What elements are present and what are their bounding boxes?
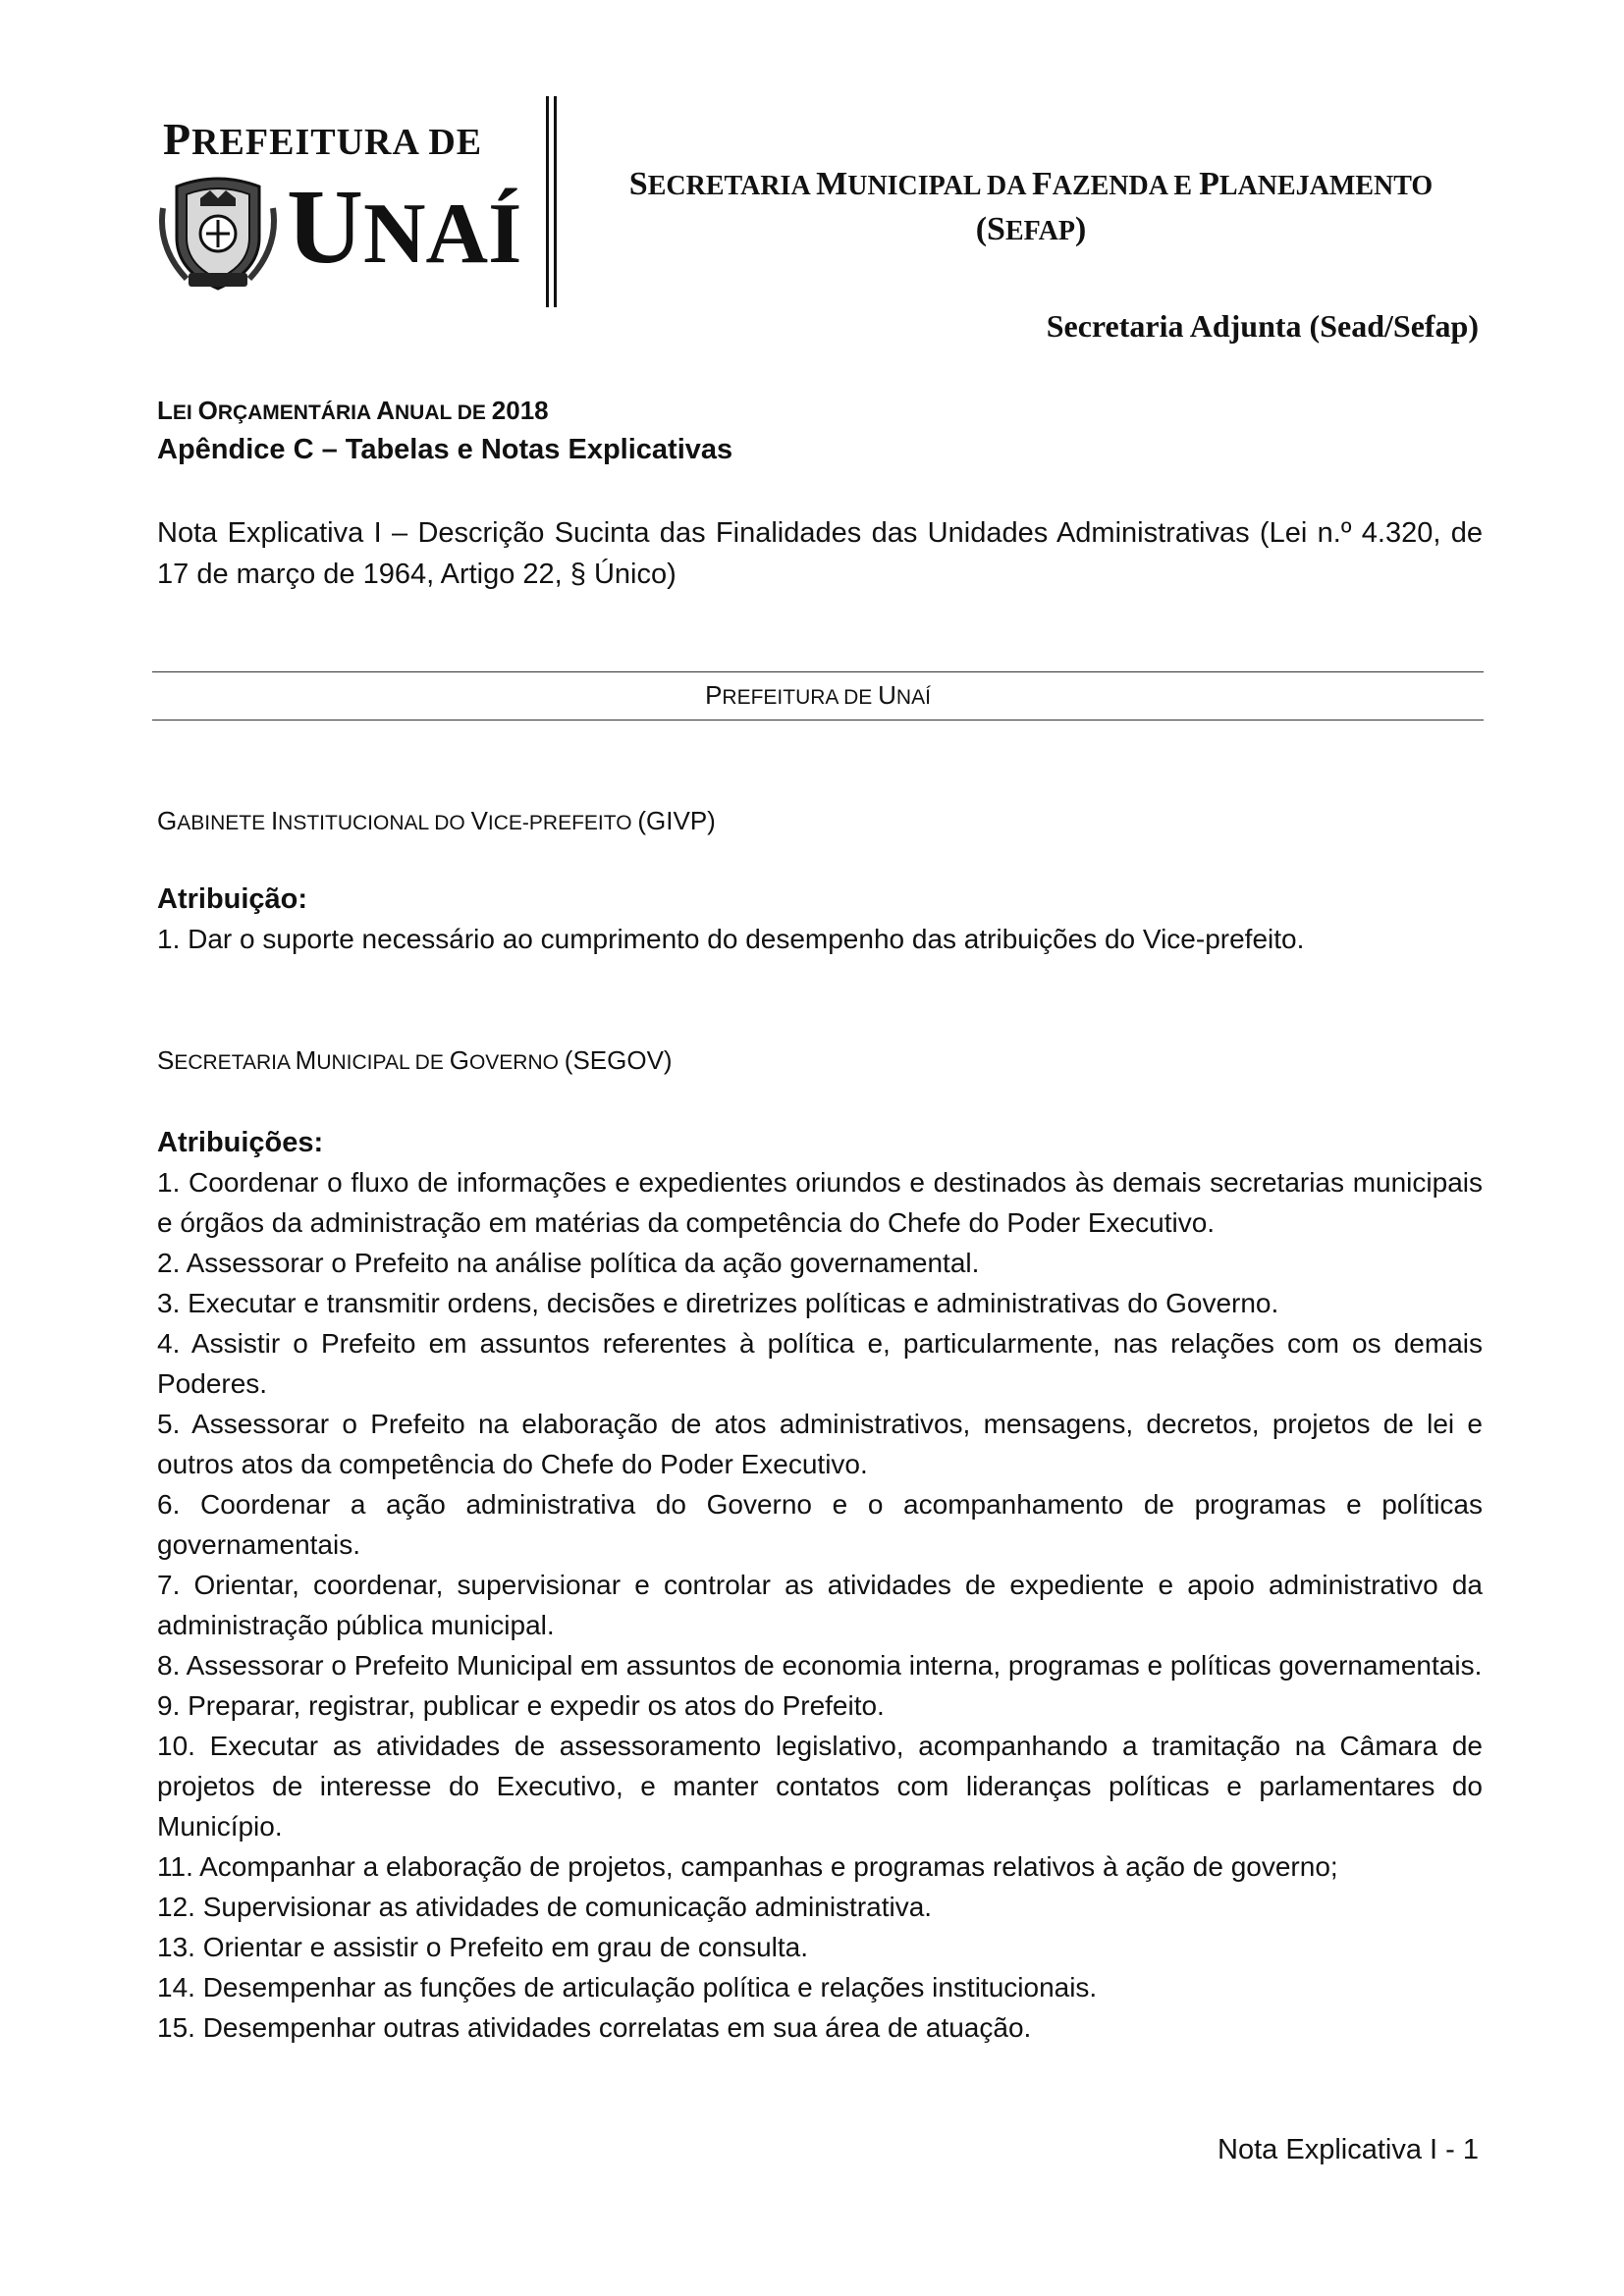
prefeitura-logo [157, 108, 522, 304]
list-item: 3. Executar e transmitir ordens, decisões e diretrizes políticas e administrativas do Governo. [157, 1288, 1279, 1318]
list-item: 1. Dar o suporte necessário ao cumprimento do desempenho das atribuições do Vice-prefeito. [157, 924, 1305, 954]
list-item: 9. Preparar, registrar, publicar e expedir os atos do Prefeito. [157, 1690, 885, 1721]
logo-text-unai: UNAÍ [287, 169, 522, 286]
coat-of-arms-icon [157, 169, 279, 294]
list-item: 7. Orientar, coordenar, supervisionar e controlar as atividades de expediente e apoio administrativo da administração pública municipal. [157, 1570, 1483, 1640]
secretaria-adjunta: Secretaria Adjunta (Sead/Sefap) [1046, 308, 1479, 344]
list-item: 13. Orientar e assistir o Prefeito em grau de consulta. [157, 1932, 808, 1962]
loa-title: LEI ORÇAMENTÁRIA ANUAL DE 2018 [157, 396, 549, 425]
list-item: 1. Coordenar o fluxo de informações e expedientes oriundos e destinados às demais secretarias municipais e órgãos da administração em matérias da competência do Chefe do Poder Executivo. [157, 1167, 1483, 1238]
header-divider [546, 96, 557, 307]
secretaria-title-line1: SECRETARIA MUNICIPAL DA FAZENDA E PLANEJAMENTO [628, 166, 1434, 202]
list-item: 11. Acompanhar a elaboração de projetos, campanhas e programas relativos à ação de governo; [157, 1851, 1338, 1882]
list-item: 2. Assessorar o Prefeito na análise política da ação governamental. [157, 1248, 980, 1278]
attribution-label-segov: Atribuições: [157, 1127, 324, 1158]
attribution-list-givp [157, 919, 1483, 959]
list-item: 6. Coordenar a ação administrativa do Governo e o acompanhamento de programas e políticas governamentais. [157, 1489, 1483, 1560]
attribution-list-segov [157, 1162, 1483, 2048]
attribution-label-givp: Atribuição: [157, 883, 308, 915]
list-item: 5. Assessorar o Prefeito na elaboração de atos administrativos, mensagens, decretos, projetos de lei e outros atos da competência do Chefe do Poder Executivo. [157, 1409, 1483, 1479]
page-footer: Nota Explicativa I - 1 [1218, 2134, 1479, 2165]
section-band-title: PREFEITURA DE UNAÍ [705, 679, 931, 710]
list-item: 15. Desempenhar outras atividades correlatas em sua área de atuação. [157, 2012, 1032, 2043]
secretaria-title-line2: (SEFAP) [975, 211, 1087, 247]
secretaria-title [589, 163, 1473, 253]
apendice-title: Apêndice C – Tabelas e Notas Explicativas [157, 434, 733, 465]
unit-name-givp: GABINETE INSTITUCIONAL DO VICE-PREFEITO (GIVP) [157, 806, 716, 835]
nota-explicativa-description: Nota Explicativa I – Descrição Sucinta das Finalidades das Unidades Administrativas (Lei n.º 4.320, de 17 de março de 1964, Artigo 22, § Único) [157, 517, 1483, 590]
section-band [152, 671, 1484, 721]
list-item: 10. Executar as atividades de assessoramento legislativo, acompanhando a tramitação na Câmara de projetos de interesse do Executivo, e manter contatos com lideranças políticas e parlamentares do Município. [157, 1731, 1483, 1842]
list-item: 4. Assistir o Prefeito em assuntos referentes à política e, particularmente, nas relações com os demais Poderes. [157, 1328, 1483, 1399]
unit-name-segov: SECRETARIA MUNICIPAL DE GOVERNO (SEGOV) [157, 1045, 673, 1075]
list-item: 8. Assessorar o Prefeito Municipal em assuntos de economia interna, programas e políticas governamentais. [157, 1650, 1483, 1681]
list-item: 12. Supervisionar as atividades de comunicação administrativa. [157, 1892, 933, 1922]
logo-text-prefeitura-de: PREFEITURA DE [163, 114, 483, 164]
list-item: 14. Desempenhar as funções de articulação política e relações institucionais. [157, 1972, 1098, 2002]
